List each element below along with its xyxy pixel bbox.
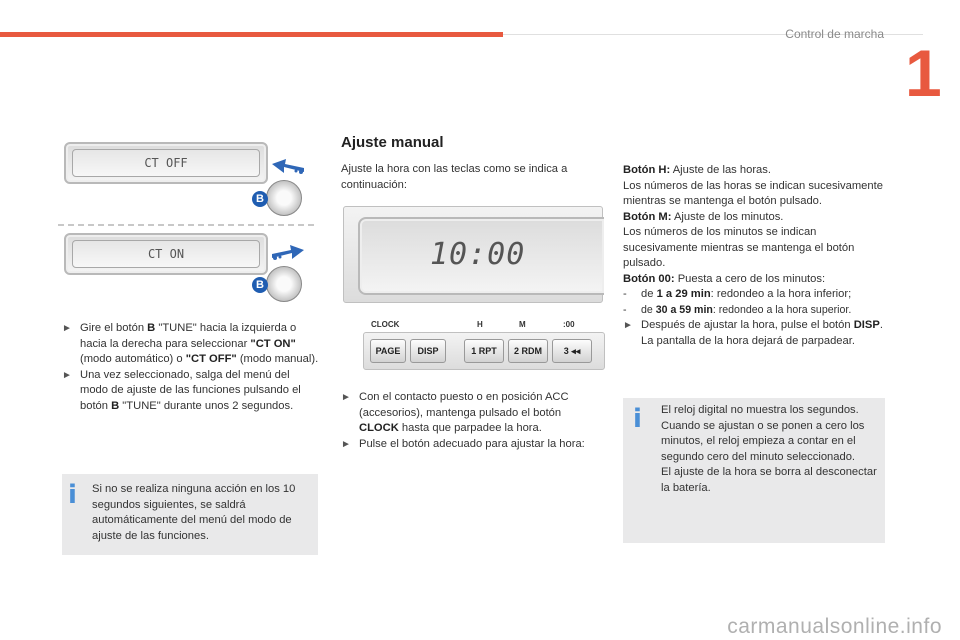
header-accent-bar (0, 32, 503, 37)
rewind-key: 3 ◂◂ (552, 339, 592, 363)
bullet-item: ► Gire el botón B "TUNE" hacia la izquierda o hacia la derecha para seleccionar "CT ON" (modo automático) o "CT OFF" (modo manual). (62, 322, 319, 365)
watermark: carmanualsonline.info (727, 615, 942, 638)
bullet-item: ► Pulse el botón adecuado para ajustar la hora: (341, 437, 603, 453)
clock-time-text: 10:00 (430, 237, 526, 272)
zero-button-desc: Botón 00: Puesta a cero de los minutos: (623, 272, 826, 285)
minute-button-detail: Los números de los minutos se indican sucesivamente mientras se mantenga el botón pulsado. (623, 226, 855, 269)
tune-knob-icon (266, 180, 302, 216)
clock-lcd (358, 217, 604, 295)
ct-off-display (64, 142, 268, 184)
disp-key: DISP (410, 339, 446, 363)
right-instructions (623, 163, 885, 349)
section-title: Control de marcha (785, 27, 884, 41)
bullet-item: ► Después de ajustar la hora, pulse el botón DISP. La pantalla de la hora dejará de parpadear. (623, 319, 883, 347)
info-icon: i (68, 480, 77, 510)
ct-off-text: CT OFF (72, 149, 260, 177)
h-key-label: H (477, 320, 483, 329)
chapter-number: 1 (905, 36, 942, 110)
bullet-marker-icon: ► (341, 392, 351, 403)
left-instructions (62, 321, 320, 414)
bullet-marker-icon: ► (623, 320, 633, 331)
info-box-right (623, 398, 885, 543)
bullet-item: ► Una vez seleccionado, salga del menú del modo de ajuste de las funciones pulsando el botón B "TUNE" durante unos 2 segundos. (62, 368, 301, 412)
dash-item: - de 1 a 29 min: redondeo a la hora inferior; (623, 288, 852, 300)
rdm-key: 2 RDM (508, 339, 548, 363)
clock-key-label: CLOCK (371, 320, 400, 329)
arrow-left-icon (270, 158, 306, 181)
minute-button-desc: Botón M: Ajuste de los minutos. (623, 210, 784, 223)
arrow-right-icon (270, 244, 306, 267)
ct-on-display (64, 233, 268, 275)
middle-instructions (341, 390, 603, 452)
keypad-illustration (343, 316, 603, 372)
ct-on-text: CT ON (72, 240, 260, 268)
rpt-key: 1 RPT (464, 339, 504, 363)
info-icon: i (633, 404, 642, 434)
info-box-left (62, 474, 318, 555)
bullet-marker-icon: ► (341, 438, 351, 450)
ct-illustration (58, 140, 318, 310)
intro-text: Ajuste la hora con las teclas como se indica a continuación: (341, 163, 568, 191)
clock-display-panel (343, 206, 603, 303)
bullet-item: ► Con el contacto puesto o en posición ACC (accesorios), mantenga pulsado el botón CLOCK hasta que parpadee la hora. (341, 391, 569, 434)
knob-b-badge: B (252, 277, 268, 293)
hour-button-desc: Botón H: Ajuste de las horas. (623, 164, 771, 176)
divider-dashed (58, 224, 314, 226)
bullet-marker-icon: ► (62, 323, 72, 334)
bullet-marker-icon: ► (62, 369, 72, 381)
page-key: PAGE (370, 339, 406, 363)
zero-key-label: :00 (563, 320, 575, 329)
section-heading: Ajuste manual (341, 134, 444, 151)
keypad-bar (363, 332, 605, 370)
knob-b-badge: B (252, 191, 268, 207)
hour-button-detail: Los números de las horas se indican sucesivamente mientras se mantenga el botón pulsado. (623, 179, 883, 207)
info-text-right: El reloj digital no muestra los segundos. Cuando se ajustan o se ponen a cero los minutos, el reloj empieza a contar en el segundo cero del minuto seleccionado. El ajuste de la hora se borra al desconectar la batería. (661, 404, 877, 494)
tune-knob-icon (266, 266, 302, 302)
info-text-left: Si no se realiza ninguna acción en los 10 segundos siguientes, se saldrá automáticamente del menú del modo de ajuste de las funciones. (92, 483, 296, 542)
m-key-label: M (519, 320, 526, 329)
dash-item: - de 30 a 59 min: redondeo a la hora superior. (623, 303, 852, 316)
